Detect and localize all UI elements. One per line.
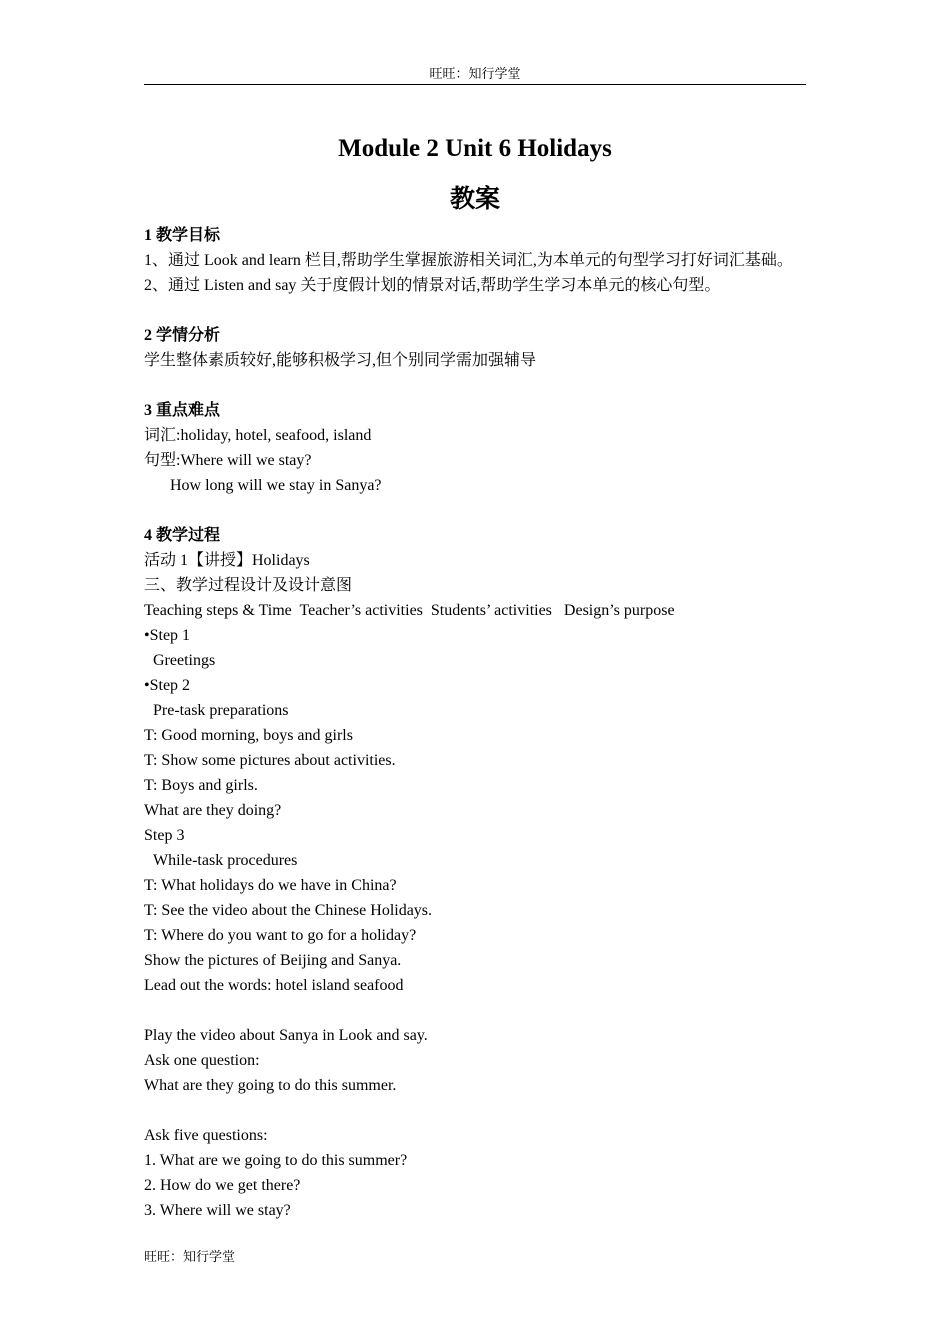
paragraph: 三、教学过程设计及设计意图 — [144, 577, 353, 594]
step-label: •Step 1 — [144, 627, 191, 644]
spacer — [144, 298, 824, 323]
section-heading-objectives: 1 教学目标 — [144, 227, 221, 244]
document-title: Module 2 Unit 6 Holidays — [338, 135, 612, 162]
step-label: •Step 2 — [144, 677, 191, 694]
paragraph: How long will we stay in Sanya? — [170, 477, 382, 494]
paragraph: 3. Where will we stay? — [144, 1202, 291, 1219]
page-footer: 旺旺：知行学堂 — [144, 1249, 236, 1264]
document-subtitle: 教案 — [449, 184, 500, 213]
table-header-text: Teaching steps & Time Teacher’s activities Students’ activities Design’s purpose — [144, 602, 675, 619]
step-label: Step 3 — [144, 827, 185, 844]
step-title: Greetings — [153, 652, 216, 669]
page-header: 旺旺：知行学堂 — [144, 64, 806, 85]
step-title: Pre-task preparations — [153, 702, 289, 719]
spacer — [144, 998, 824, 1023]
section-heading-key-points: 3 重点难点 — [144, 402, 221, 419]
paragraph: 1、通过 Look and learn 栏目,帮助学生掌握旅游相关词汇,为本单元的句型学习打好词汇基础。 — [144, 252, 793, 269]
paragraph: T: Boys and girls. — [144, 777, 258, 794]
paragraph: Play the video about Sanya in Look and say. — [144, 1027, 428, 1044]
paragraph: T: See the video about the Chinese Holidays. — [144, 902, 433, 919]
paragraph: T: Good morning, boys and girls — [144, 727, 353, 744]
paragraph: 句型:Where will we stay? — [144, 452, 312, 469]
paragraph: What are they going to do this summer. — [144, 1077, 397, 1094]
paragraph: 2、通过 Listen and say 关于度假计划的情景对话,帮助学生学习本单元的核心句型。 — [144, 277, 721, 294]
section-heading-process: 4 教学过程 — [144, 527, 221, 544]
paragraph: T: What holidays do we have in China? — [144, 877, 397, 894]
document-body — [144, 223, 824, 1223]
paragraph: 1. What are we going to do this summer? — [144, 1152, 408, 1169]
paragraph: What are they doing? — [144, 802, 282, 819]
paragraph: 词汇:holiday, hotel, seafood, island — [144, 427, 372, 444]
spacer — [144, 1098, 824, 1123]
paragraph: Show the pictures of Beijing and Sanya. — [144, 952, 402, 969]
paragraph: 活动 1【讲授】Holidays — [144, 552, 310, 569]
step-title: While-task procedures — [153, 852, 298, 869]
paragraph: 学生整体素质较好,能够积极学习,但个别同学需加强辅导 — [144, 352, 537, 369]
spacer — [144, 373, 824, 398]
paragraph: Lead out the words: hotel island seafood — [144, 977, 404, 994]
paragraph: Ask one question: — [144, 1052, 260, 1069]
section-heading-analysis: 2 学情分析 — [144, 327, 221, 344]
paragraph: T: Where do you want to go for a holiday? — [144, 927, 417, 944]
paragraph: Ask five questions: — [144, 1127, 268, 1144]
paragraph: T: Show some pictures about activities. — [144, 752, 396, 769]
spacer — [144, 498, 824, 523]
paragraph: 2. How do we get there? — [144, 1177, 301, 1194]
